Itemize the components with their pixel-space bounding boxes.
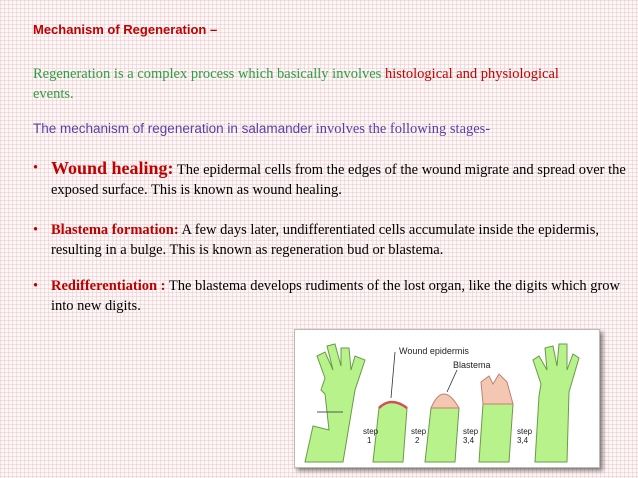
- step-4-num: 3,4: [517, 436, 529, 445]
- step-4-word: step: [517, 427, 533, 436]
- limb-regenerated: [533, 344, 579, 462]
- bullet-text: The epidermal cells from the edges of the wound migrate and spread over the exposed surface. This is known as wound healing.: [51, 162, 626, 198]
- stages-intro-part1: The mechanism of regeneration in salamander: [33, 121, 313, 136]
- bullet-text: The blastema develops rudiments of the lost organ, like the digits which grow into new digits.: [51, 278, 621, 314]
- intro-paragraph: [33, 64, 623, 104]
- bullet-term: Blastema formation:: [51, 222, 179, 238]
- bullet-redifferentiation: [33, 276, 633, 316]
- pointer-epidermis: [391, 352, 395, 398]
- limb-blastema: [425, 394, 459, 462]
- bullet-blastema-formation: [33, 220, 633, 260]
- bullet-wound-healing: [33, 158, 633, 200]
- stages-intro-part2: involves the following stages-: [312, 121, 491, 137]
- step-1-num: 1: [367, 436, 372, 445]
- pointer-blastema: [447, 370, 457, 392]
- intro-text-2: events.: [33, 86, 74, 102]
- step-3-num: 3,4: [463, 436, 475, 445]
- step-1-word: step: [363, 427, 379, 436]
- bullet-term: Redifferentiation :: [51, 278, 166, 294]
- label-wound-epidermis: Wound epidermis: [399, 346, 469, 356]
- bullet-marker: •: [33, 278, 39, 294]
- regeneration-diagram-svg: [295, 330, 599, 467]
- bullet-marker: •: [33, 160, 39, 176]
- intro-highlight: histological and physiological: [384, 66, 559, 82]
- label-blastema: Blastema: [453, 360, 491, 370]
- intro-text-1: Regeneration is a complex process which basically involves: [33, 66, 385, 82]
- bullet-marker: •: [33, 222, 39, 238]
- regeneration-diagram: [294, 329, 600, 468]
- limb-intact: [305, 344, 365, 462]
- bullet-term: Wound healing:: [51, 158, 174, 178]
- step-2-num: 2: [415, 436, 420, 445]
- step-2-word: step: [411, 427, 427, 436]
- limb-redifferentiation: [479, 374, 513, 462]
- step-3-word: step: [463, 427, 479, 436]
- stages-intro: [33, 121, 490, 138]
- slide-heading: Mechanism of Regeneration –: [33, 22, 218, 37]
- bullet-text: A few days later, undifferentiated cells accumulate inside the epidermis, resulting in a bulge. This is known as regeneration bud or blastema.: [51, 222, 599, 258]
